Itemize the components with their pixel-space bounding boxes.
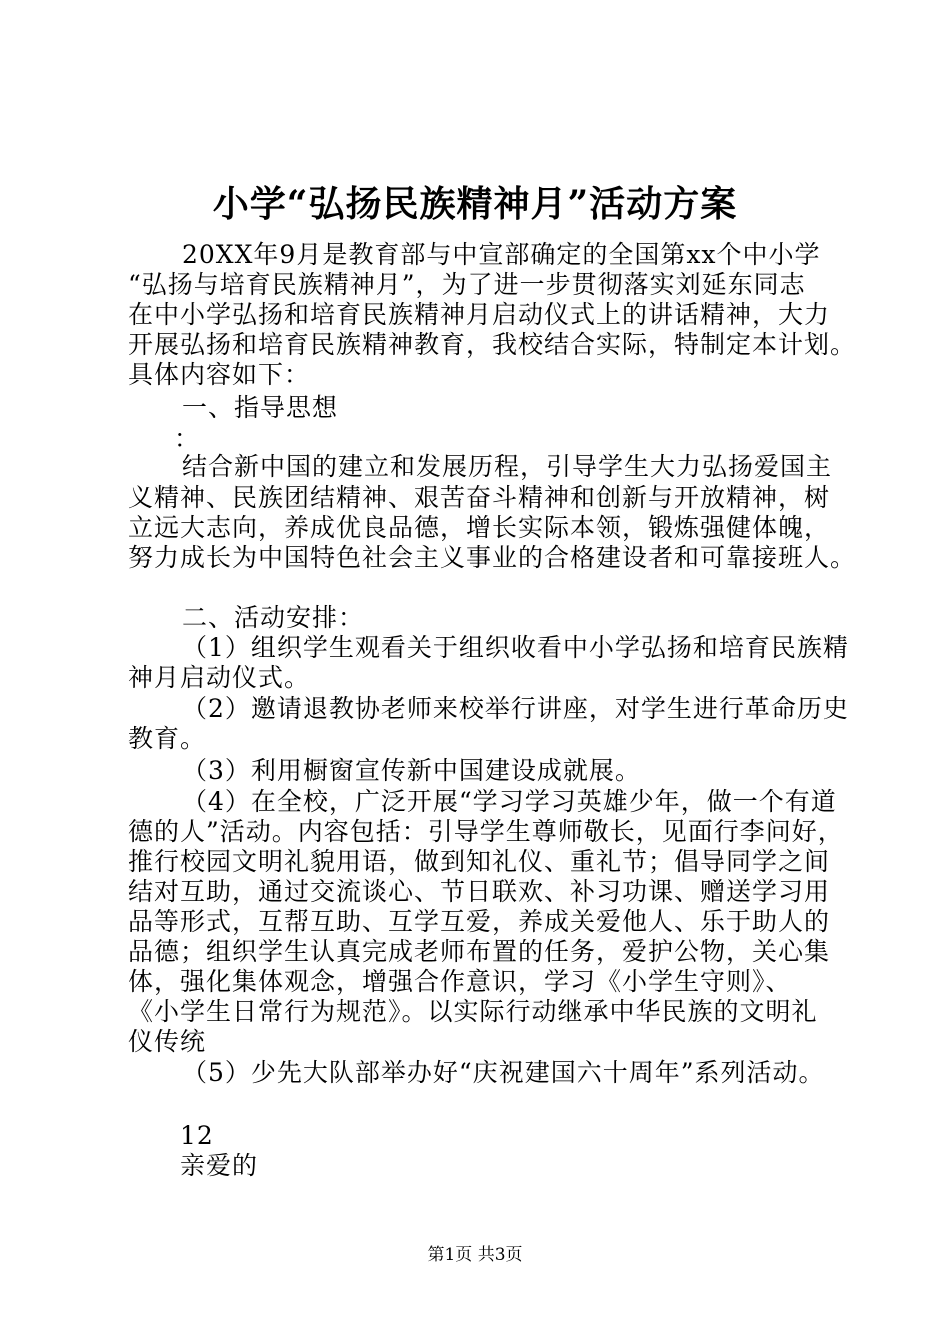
paragraph-line: 神月启动仪式。 (128, 663, 311, 692)
paragraph-line: （4）在全校，广泛开展“学习学习英雄少年，做一个有道 (182, 787, 837, 816)
paragraph-line: 结合新中国的建立和发展历程，引导学生大力弘扬爱国主 (182, 452, 833, 481)
paragraph-line: 在中小学弘扬和培育民族精神月启动仪式上的讲话精神，大力 (128, 300, 831, 329)
paragraph-line: 仪传统 (128, 1027, 207, 1056)
paragraph-line: “弘扬与培育民族精神月”，为了进一步贯彻落实刘延东同志 (128, 270, 806, 299)
paragraph-line: 20XX年9月是教育部与中宣部确定的全国第xx个中小学 (182, 240, 821, 269)
paragraph-line: 教育。 (128, 724, 207, 753)
paragraph-line: （3）利用橱窗宣传新中国建设成就展。 (182, 756, 641, 785)
paragraph-line: 开展弘扬和培育民族精神教育，我校结合实际，特制定本计划。 (128, 330, 857, 359)
paragraph-line: 义精神、民族团结精神、艰苦奋斗精神和创新与开放精神，树 (128, 483, 831, 512)
paragraph-line: 《小学生日常行为规范》。以实际行动继承中华民族的文明礼 (128, 997, 818, 1026)
paragraph-line: （1）组织学生观看关于组织收看中小学弘扬和培育民族精 (182, 633, 849, 662)
section-heading: 二、活动安排： (182, 603, 365, 632)
paragraph-line: （2）邀请退教协老师来校举行讲座，对学生进行革命历史 (182, 694, 849, 723)
document-title: 小学“弘扬民族精神月”活动方案 (212, 183, 738, 225)
paragraph-line: （5）少先大队部举办好“庆祝建国六十周年”系列活动。 (182, 1058, 825, 1087)
paragraph-line: 体，强化集体观念，增强合作意识，学习《小学生守则》、 (128, 967, 792, 996)
paragraph-line: 立远大志向，养成优良品德，增长实际本领，锻炼强健体魄， (128, 513, 831, 542)
paragraph-line: 12 (180, 1121, 214, 1150)
paragraph-line: 推行校园文明礼貌用语，做到知礼仪、重礼节；倡导同学之间 (128, 847, 831, 876)
section-heading: 一、指导思想 (182, 393, 339, 422)
paragraph-line: 亲爱的 (180, 1151, 259, 1180)
paragraph-line: 具体内容如下： (128, 360, 311, 389)
paragraph-line: 结对互助，通过交流谈心、节日联欢、补习功课、赠送学习用 (128, 877, 831, 906)
paragraph-line: 德的人”活动。内容包括：引导学生尊师敬长，见面行李问好， (128, 817, 844, 846)
paragraph-line: 品等形式，互帮互助、互学互爱，养成关爱他人、乐于助人的 (128, 907, 831, 936)
paragraph-line: 品德；组织学生认真完成老师布置的任务，爱护公物，关心集 (128, 937, 831, 966)
paragraph-line: ： (174, 424, 201, 453)
paragraph-line: 努力成长为中国特色社会主义事业的合格建设者和可靠接班人。 (128, 543, 857, 572)
page-footer: 第1页 共3页 (427, 1245, 523, 1265)
